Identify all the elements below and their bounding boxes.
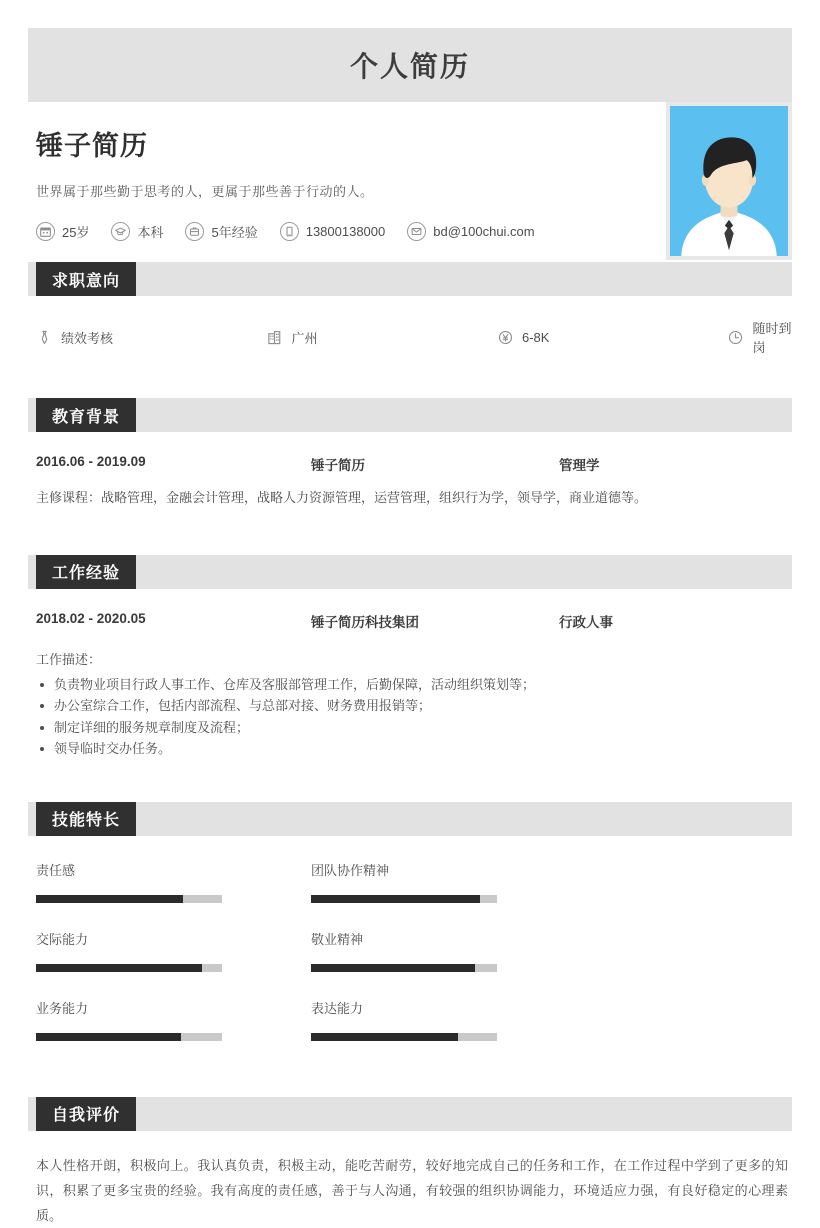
job-intent-label-salary: 6-8K xyxy=(521,329,550,345)
skill-label: 表达能力 xyxy=(311,1000,364,1016)
calendar-icon xyxy=(36,222,55,241)
list-item: 领导临时交办任务。 xyxy=(36,738,792,760)
job-intent-item-city xyxy=(266,318,496,356)
skill-progress-fill xyxy=(311,964,475,972)
education-period: 2016.06 - 2019.09 xyxy=(36,454,146,469)
work-period: 2018.02 - 2020.05 xyxy=(36,610,146,626)
skill-progress-track xyxy=(311,964,497,972)
job-intent-item-assessment xyxy=(36,318,266,356)
skills-grid xyxy=(36,860,792,1067)
skill-progress-fill xyxy=(36,964,202,972)
tie-icon xyxy=(36,329,53,346)
skill-progress-track xyxy=(311,895,497,903)
job-intent-label-availability: 随时到岗 xyxy=(752,321,792,355)
job-intent-item-salary xyxy=(497,318,727,356)
section-header-job-intent xyxy=(28,262,792,296)
meta-label-experience: 5年经验 xyxy=(211,225,258,240)
skill-label: 责任感 xyxy=(36,862,76,878)
list-item: 制定详细的服务规章制度及流程； xyxy=(36,717,792,739)
work-company: 锤子简历科技集团 xyxy=(311,614,419,630)
section-title-work: 工作经验 xyxy=(36,555,136,589)
education-entry-header xyxy=(36,454,792,474)
meta-item-experience xyxy=(185,222,257,241)
clock-icon xyxy=(727,329,744,346)
skill-progress-fill xyxy=(311,895,480,903)
skill-progress-fill xyxy=(36,895,183,903)
meta-label-education: 本科 xyxy=(137,225,164,240)
candidate-tagline: 世界属于那些勤于思考的人，更属于那些善于行动的人。 xyxy=(36,184,374,199)
document-title-band xyxy=(28,28,792,102)
skill-item xyxy=(36,929,311,972)
skill-label: 团队协作精神 xyxy=(311,862,390,878)
work-bullet-list xyxy=(36,674,792,760)
yen-icon xyxy=(497,329,514,346)
education-major: 管理学 xyxy=(559,458,600,473)
skill-progress-track xyxy=(36,895,222,903)
meta-item-age xyxy=(36,222,89,241)
section-title-job-intent: 求职意向 xyxy=(36,262,136,296)
skill-item xyxy=(311,998,586,1041)
skill-progress-track xyxy=(36,964,222,972)
skill-progress-fill xyxy=(36,1033,181,1041)
skill-label: 交际能力 xyxy=(36,931,89,947)
skill-label: 业务能力 xyxy=(36,1000,89,1016)
briefcase-icon xyxy=(185,222,204,241)
list-item: 负责物业项目行政人事工作、仓库及客服部管理工作，后勤保障，活动组织策划等； xyxy=(36,674,792,696)
skill-item xyxy=(311,929,586,972)
skill-progress-track xyxy=(36,1033,222,1041)
profile-block xyxy=(28,102,792,262)
job-intent-item-availability xyxy=(727,318,792,356)
education-description: 主修课程：战略管理，金融会计管理，战略人力资源管理，运营管理，组织行为学，领导学，商业道德等。 xyxy=(36,490,648,505)
meta-label-age: 25岁 xyxy=(62,225,90,240)
work-description-title: 工作描述： xyxy=(36,651,102,667)
list-item: 办公室综合工作，包括内部流程、与总部对接、财务费用报销等； xyxy=(36,695,792,717)
meta-item-education xyxy=(111,222,163,241)
envelope-icon xyxy=(407,222,426,241)
graduation-cap-icon xyxy=(111,222,130,241)
education-school: 锤子简历 xyxy=(311,458,365,473)
section-title-education: 教育背景 xyxy=(36,398,136,432)
self-evaluation-text: 本人性格开朗，积极向上。我认真负责，积极主动，能吃苦耐劳，较好地完成自己的任务和工作，在工作过程中学到了更多的知识，积累了更多宝贵的经验。我有高度的责任感，善于与人沟通，有较强的组织协调能力，环境适应力强，有良好稳定的心理素质。 xyxy=(36,1157,788,1223)
skill-progress-track xyxy=(311,1033,497,1041)
section-header-skills xyxy=(28,802,792,836)
meta-item-email xyxy=(407,222,534,241)
section-header-work xyxy=(28,555,792,589)
section-header-self-evaluation xyxy=(28,1097,792,1131)
job-intent-row xyxy=(36,318,792,356)
job-intent-label-assessment: 绩效考核 xyxy=(61,330,114,346)
skill-item xyxy=(311,860,586,903)
meta-item-phone xyxy=(280,222,386,241)
work-entry-header xyxy=(36,611,792,631)
building-icon xyxy=(266,329,283,346)
section-title-self-evaluation: 自我评价 xyxy=(36,1097,136,1131)
skill-progress-fill xyxy=(311,1033,458,1041)
resume-page xyxy=(0,28,820,1223)
work-position: 行政人事 xyxy=(559,614,613,630)
meta-label-phone: 13800138000 xyxy=(305,224,386,239)
page-title: 个人简历 xyxy=(349,51,470,82)
job-intent-label-city: 广州 xyxy=(291,330,318,346)
section-title-skills: 技能特长 xyxy=(36,802,136,836)
skill-item xyxy=(36,860,311,903)
skill-item xyxy=(36,998,311,1041)
skill-label: 敬业精神 xyxy=(311,931,364,947)
meta-label-email: bd@100chui.com xyxy=(433,224,535,239)
section-header-education xyxy=(28,398,792,432)
avatar xyxy=(666,102,792,260)
phone-icon xyxy=(280,222,299,241)
candidate-name: 锤子简历 xyxy=(36,131,148,161)
